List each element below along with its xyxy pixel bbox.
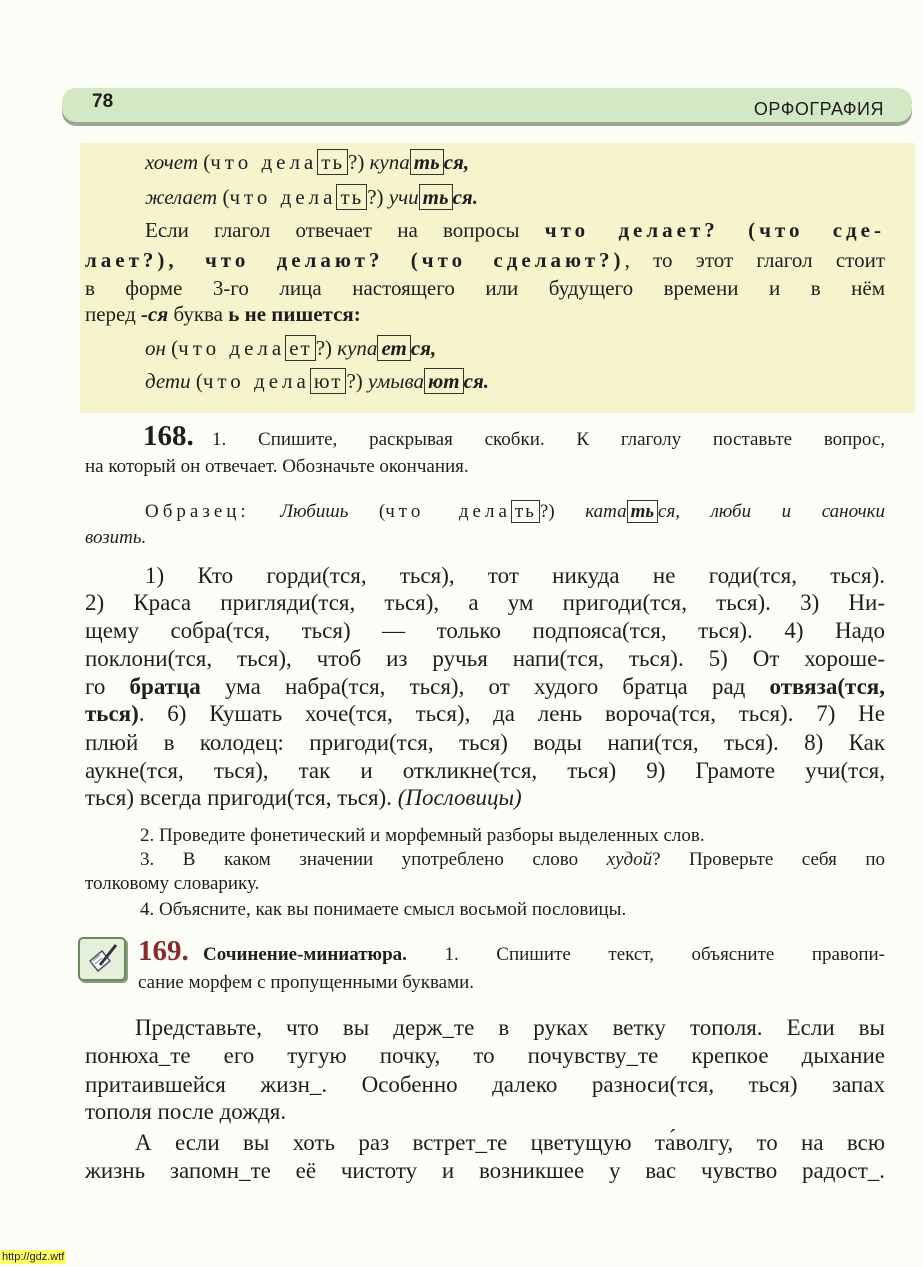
text-segment: ?) <box>315 336 338 360</box>
rule-line <box>85 248 885 273</box>
text-segment: ся. <box>452 185 478 209</box>
text-segment: что дела <box>202 369 310 393</box>
rule-line <box>145 185 478 210</box>
text-segment: ться) <box>85 701 139 726</box>
text-segment: в форме 3-го лица настоящего или будущего времени и в нём <box>85 276 885 300</box>
text-segment: аукне(тся, ться), так и откликне(тся, ться) 9) Грамоте учи(тся, <box>85 758 885 783</box>
rule-line <box>145 150 469 175</box>
rule-line <box>145 336 436 361</box>
sample-line <box>145 501 885 523</box>
text-segment: ума набра(тся, ться), от худого братца рад <box>200 674 770 699</box>
text-segment: ь не пишется: <box>228 302 361 326</box>
task-line <box>140 899 626 921</box>
essay-line <box>85 1158 885 1184</box>
text-segment: 2. Проведите фонетический и морфемный разборы выделенных слов. <box>140 825 705 846</box>
page-header-bar <box>62 88 912 122</box>
exercise-168-intro <box>85 456 469 478</box>
text-segment: , то этот глагол стоит <box>624 248 885 272</box>
text-segment: ( <box>165 336 179 360</box>
proverb-line <box>85 701 885 727</box>
boxed-ending: ют <box>310 368 347 394</box>
text-segment: 4. Объясните, как вы понимаете смысл восьмой пословицы. <box>140 899 627 920</box>
proverb-line <box>85 646 885 672</box>
boxed-ending: ет <box>377 335 410 361</box>
boxed-ending: ют <box>424 368 464 394</box>
proverb-line <box>85 618 885 644</box>
essay-line <box>135 1015 885 1041</box>
exercise-168-intro <box>212 429 885 451</box>
text-segment: Представьте, что вы держ_те в руках ветку тополя. Если вы <box>135 1015 885 1040</box>
text-segment: что дела <box>178 336 286 360</box>
text-segment <box>250 501 281 522</box>
text-segment: буква <box>168 302 229 326</box>
text-segment: плюй в колодец: пригоди(тся, ться) воды напи(тся, ться). 8) Как <box>85 730 885 755</box>
rule-line <box>145 218 885 243</box>
boxed-ending: ть <box>419 184 453 210</box>
text-segment: ( <box>190 369 203 393</box>
text-segment: на который он отвечает. Обозначьте окончания. <box>85 456 469 477</box>
text-segment: 2) Краса пригляди(тся, ться), а ум пригоди(тся, ться). 3) Ни- <box>85 590 885 615</box>
text-segment: А если вы хоть раз встрет_те цветущую та́волгу, то на всю <box>135 1130 885 1155</box>
boxed-ending: ть <box>627 500 658 523</box>
text-segment: ться) всегда пригоди(тся, ться). <box>85 785 398 810</box>
essay-line <box>85 1043 885 1069</box>
text-segment: купа <box>369 150 410 174</box>
proverb-line <box>85 674 885 700</box>
text-segment: ?) <box>348 150 370 174</box>
writing-pen-icon <box>78 937 126 981</box>
text-segment: ?) <box>539 501 586 522</box>
text-segment: ся, <box>410 336 437 360</box>
text-segment: ? Проверьте себя по <box>652 849 886 870</box>
exercise-169-intro <box>138 972 474 994</box>
text-segment: (Пословицы) <box>397 785 522 810</box>
proverb-line <box>85 785 522 811</box>
text-segment: что делает? (что сде- <box>544 218 885 242</box>
text-segment: он <box>145 336 166 360</box>
text-segment: понюха_те его тугую почку, то почувству_те крепкое дыхание <box>85 1043 885 1068</box>
text-segment: что дела <box>210 150 318 174</box>
text-segment: что дела <box>229 185 337 209</box>
proverb-line <box>85 590 885 616</box>
text-segment: худой <box>606 849 653 870</box>
text-segment: 1. Спишите текст, объясните правопи- <box>406 944 885 965</box>
watermark-link[interactable]: http://gdz.wtf <box>2 1251 65 1263</box>
exercise-168-number: 168. <box>143 420 194 452</box>
boxed-ending: ть <box>410 149 444 175</box>
task-line <box>140 849 885 871</box>
text-segment: сание морфем с пропущенными буквами. <box>138 972 475 993</box>
rule-line <box>85 276 885 301</box>
text-segment: щему собра(тся, ться) — только подпояса(тся, ться). 4) Надо <box>85 618 885 643</box>
text-segment: ?) <box>367 185 389 209</box>
rule-line <box>145 369 489 394</box>
text-segment: лает?), что делают? (что сделают?) <box>85 248 625 272</box>
proverb-line <box>85 730 885 756</box>
proverb-line <box>145 563 885 589</box>
text-segment: толковому словарику. <box>85 873 260 894</box>
text-segment: жизнь запомн_те её чистоту и возникшее у вас чувство радост_. <box>85 1158 885 1183</box>
text-segment: поклони(тся, ться), чтоб из ручья напи(тся, ться). 5) От хороше- <box>85 646 885 671</box>
text-segment: отвяза(тся, <box>769 674 885 699</box>
text-segment: перед <box>85 302 142 326</box>
essay-line <box>85 1072 885 1098</box>
text-segment: возить. <box>85 527 147 548</box>
text-segment: Любишь <box>280 501 349 522</box>
rule-line <box>85 302 361 327</box>
text-segment: 3. В каком значении употреблено слово <box>140 849 607 870</box>
proverb-line <box>85 758 885 784</box>
text-segment: ( <box>217 185 230 209</box>
task-line <box>85 873 259 895</box>
text-segment: 1. Спишите, раскрывая скобки. К глаголу поставьте вопрос, <box>212 429 885 450</box>
text-segment: го <box>85 674 130 699</box>
text-segment: желает <box>145 185 218 209</box>
exercise-169-number: 169. <box>138 935 189 967</box>
text-segment: ( <box>197 150 211 174</box>
text-segment: притаившейся жизн_. Особенно далеко разноси(тся, ться) запах <box>85 1072 885 1097</box>
task-line <box>140 825 705 847</box>
text-segment: умыва <box>368 369 424 393</box>
boxed-ending: ть <box>511 500 540 523</box>
essay-line <box>85 1099 286 1125</box>
boxed-ending: ть <box>336 184 367 210</box>
text-segment: ( <box>348 501 386 522</box>
text-segment: дети <box>145 369 191 393</box>
text-segment: ?) <box>346 369 369 393</box>
boxed-ending: ет <box>285 335 316 361</box>
exercise-169-intro <box>203 944 885 966</box>
text-segment: учи <box>388 185 419 209</box>
text-segment: . 6) Кушать хоче(тся, ться), да лень вороча(тся, ться). 7) Не <box>138 701 885 726</box>
text-segment: купа <box>337 336 378 360</box>
essay-line <box>135 1130 885 1156</box>
text-segment: ся, <box>443 150 470 174</box>
sample-line <box>85 527 146 549</box>
text-segment: тополя после дождя. <box>85 1099 287 1124</box>
text-segment: Сочинение-миниатюра. <box>203 944 407 965</box>
section-title: ОРФОГРАФИЯ <box>753 99 884 119</box>
text-segment: -ся <box>141 302 169 326</box>
text-segment: ся, люби и саночки <box>658 501 886 522</box>
text-segment: братца <box>129 674 201 699</box>
text-segment: ся. <box>463 369 490 393</box>
text-segment: хочет <box>145 150 198 174</box>
text-segment: ката <box>585 501 627 522</box>
text-segment: что дела <box>385 501 511 522</box>
boxed-ending: ть <box>317 149 348 175</box>
text-segment: Если глагол отвечает на вопросы <box>145 218 545 242</box>
page-number: 78 <box>92 91 114 112</box>
text-segment: Образец: <box>145 501 250 522</box>
text-segment: 1) Кто горди(тся, ться), тот никуда не годи(тся, ться). <box>145 563 885 588</box>
